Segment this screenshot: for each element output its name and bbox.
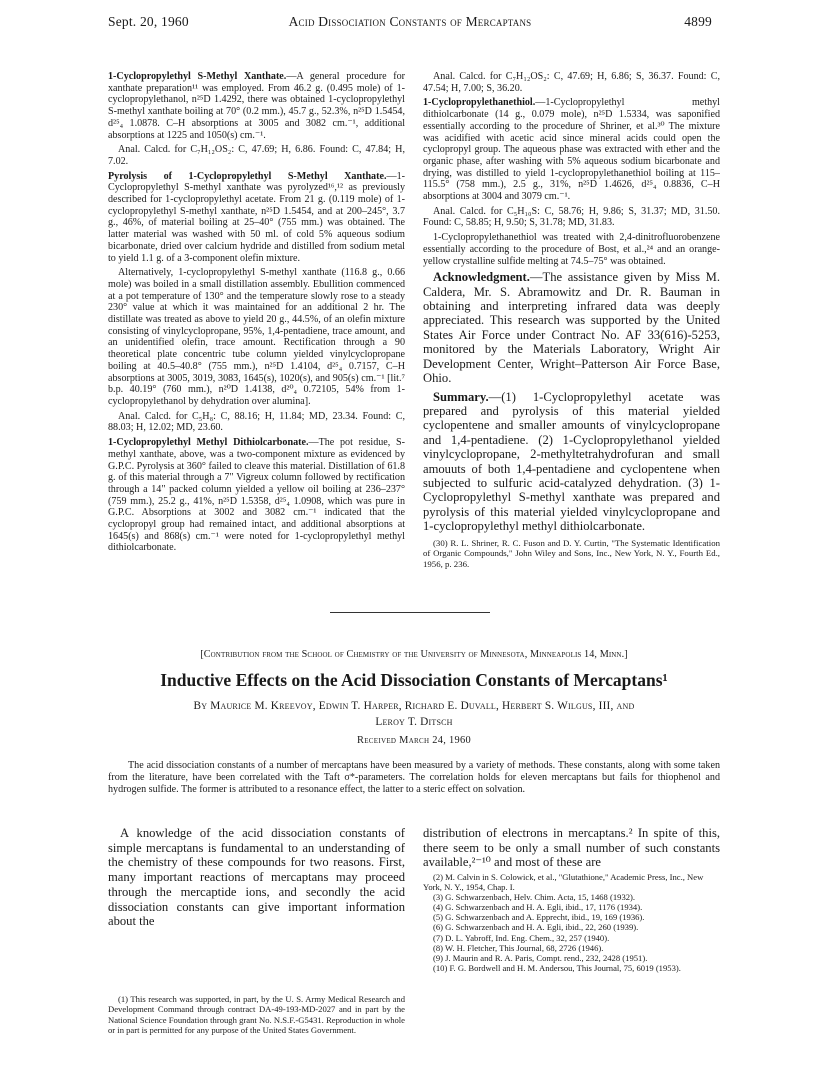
summary-text: —(1) 1-Cyclopropylethyl acetate was prepared and pyrolysis of this material yielded cyclopentene and smaller amounts of vinylcyclopropane and 1,4-pentadiene. (2) 1-Cyclopropylethanol yielded vinylcyclopropane, 2-methyltetrahydrofuran and small amouuts of both 1,4-pentadiene and cyclopentene when subjected to sulfuric acid-catalyzed dehydration. (3) 1-Cyclopropylethyl S-methyl xanthate was prepared and pyrolysis of this material yielded vinylcyclopropane and 1-cyclopropylethyl methyl dithiolcarbonate. (423, 389, 720, 534)
summary-heading: Summary. (433, 389, 489, 404)
reference-item: (6) G. Schwarzenbach and H. A. Egli, ibid., 22, 260 (1939). (433, 922, 639, 933)
experimental-right-column (423, 71, 720, 569)
received-date: Received March 24, 1960 (356, 735, 472, 746)
paragraph-text: —1-Cyclopropylethyl methyl dithiolcarbonate (14 g., 0.079 mole), n²⁵D 1.5334, was saponified essentially according to the procedure of Shriner, et al.³⁰ The mixture was acidified with acetic acid since mineral acids could open the cyclopropyl group. The aqueous phase was extracted with ether and the organic phase, after washing with 5% aqueous sodium bicarbonate and drying, was distilled to yield 1-cyclopropylethanethiol boiling at 115–115.5° (758 mm.), 2.5 g., 31%, n²⁵D 1.4626, d²⁵₄ 0.8836, C–H absorptions at 3004 and 3079 cm.⁻¹. (423, 97, 720, 203)
header-running-title: Acid Dissociation Constants of Mercaptans (288, 14, 532, 29)
paragraph-text: Anal. Calcd. for C₅H₁₀S: C, 58.76; H, 9.86; S, 31.37; MD, 31.50. Found: C, 58.85; H, 9.50; S, 31.78; MD, 31.83. (423, 205, 720, 229)
analysis-paragraph (423, 206, 720, 229)
experimental-left-column (108, 71, 405, 569)
paragraph (423, 97, 720, 202)
footnote-1: (1) This research was supported, in part, by the U. S. Army Medical Research and Development Command through contract DA-49-193-MD-2027 and in part by the National Science Foundation through grant No. N.S.F.-G5431. Reproduction in whole or in part is permitted for any purpose of the United States Government. (108, 994, 405, 1035)
paragraph-heading: 1-Cyclopropylethyl S-Methyl Xanthate. (108, 71, 287, 82)
acknowledgment-heading: Acknowledgment. (433, 270, 530, 285)
paragraph-heading: 1-Cyclopropylethyl Methyl Dithiolcarbonate. (108, 437, 309, 449)
paragraph (108, 267, 405, 407)
reference-item: (5) G. Schwarzenbach and A. Epprecht, ibid., 19, 169 (1936). (433, 912, 645, 923)
contribution-line: [Contribution from the School of Chemistry of the University of Minnesota, Minneapolis 14, Minn.] (200, 649, 628, 660)
paragraph (108, 171, 405, 265)
section-divider (330, 612, 490, 613)
author-line: By Maurice M. Kreevoy, Edwin T. Harper, Richard E. Duvall, Herbert S. Wilgus, III, and (193, 700, 635, 712)
paragraph-text: Anal. Calcd. for C₇H₁₂OS₂: C, 47.69; H, 6.86; S, 36.37. Found: C, 47.54; H, 7.00; S, 36.20. (423, 71, 720, 94)
reference-item: (9) J. Maurin and R. A. Paris, Compt. rend., 232, 2428 (1951). (433, 952, 648, 963)
acknowledgment-paragraph (423, 270, 720, 385)
reference-item: (10) F. G. Bordwell and H. M. Andersou, This Journal, 75, 6019 (1953). (433, 962, 681, 973)
paragraph-text: Anal. Calcd. for C₇H₁₂OS₂: C, 47.69; H, 6.86. Found: C, 47.84; H, 7.02. (108, 144, 405, 167)
paragraph-heading: 1-Cyclopropylethanethiol. (423, 97, 536, 109)
paragraph-text: Alternatively, 1-cyclopropylethyl S-methyl xanthate (116.8 g., 0.66 mole) was boiled in a small distillation assembly. Ebullition commenced at a pot temperature of 130° and the temperature slowly rose to a steady 230° value at which it was maintained for an additional 2 hr. The distillate was treated as above to yield 20 g., 44.5%, of an olefin mixture consisting of vinylcyclopropane, 95%, 1,4-pentadiene, trace amount, and an unidentified olefin, trace amount. Rectification through a 90 theoretical plate concentric tube column yielded vinylcyclopropane boiling at 40.5–40.8° (755 mm.), n²⁵D 1.4104, d²⁵₄ 0.7157, C–H absorptions at 3005, 3019, 3083, 1645(s), 1020(s), and 905(s) cm.⁻¹ [lit.⁷ b.p. 40.19° (760 mm.), n²⁰D 1.4138, d²⁰₄ 0.72105, 54% from 1-cyclopropylethanol by dehydration over alumina]. (108, 267, 405, 407)
reference-item: (4) G. Schwarzenbach and H. A. Egli, ibid., 17, 1176 (1934). (433, 902, 643, 913)
author-line: Leroy T. Ditsch (375, 716, 453, 728)
footnote-30: (30) R. L. Shriner, R. C. Fuson and D. Y. Curtin, "The Systematic Identification of Organic Compounds," John Wiley and Sons, Inc., New York, N. Y., Fourth Ed., 1956, p. 236. (423, 537, 720, 569)
abstract: The acid dissociation constants of a number of mercaptans have been measured by a variety of methods. These constants, along with some taken from the literature, have been correlated with the Taft σ*-parameters. The correlation holds for eleven mercaptans but fails for thiophenol and hydrogen sulfide. The former is attributed to a resonance effect, the latter to a steric effect on solvation. (108, 760, 720, 796)
paragraph-text: Anal. Calcd. for C₅H₈: C, 88.16; H, 11.84; MD, 23.34. Found: C, 88.03; H, 12.02; MD, 23.60. (108, 410, 405, 434)
header-page-number: 4899 (684, 14, 712, 29)
author-list (108, 698, 720, 730)
reference-item: (2) M. Calvin in S. Colowick, et al., "Glutathione," Academic Press, Inc., New York, N. Y., 1954, Chap. I. (423, 872, 704, 893)
acknowledgment-text: —The assistance given by Miss M. Caldera, Mr. S. Abramowitz and Dr. R. Bauman in obtaining and interpreting infrared data was deeply appreciated. This research was supported by the United States Air Force under Contract No. AF 33(616)-5253, monitored by the Materials Laboratory, Wright Air Development Center, Wright–Patterson Air Force Base, Ohio. (423, 270, 720, 386)
paragraph-text: —1-Cyclopropylethyl S-methyl xanthate was pyrolyzed¹⁶,¹² as previously described for 1-cyclopropylethyl acetate. From 21 g. (0.119 mole) of 1-cyclopropylethyl S-methyl xanthate, n²⁵D 1.5454, and at 200–245°, 3.7 g., 46%, of material boiling at 25–40° (755 mm.) was obtained. The latter material was washed with 50 ml. of cold 5% aqueous sodium bicarbonate, dried over calcium hydride and distilled from sodium metal to yield 1.1 g. of a 3-component olefin mixture. (108, 170, 405, 264)
analysis-paragraph (108, 411, 405, 434)
paragraph-text: 1-Cyclopropylethanethiol was treated with 2,4-dinitrofluorobenzene essentially according to the procedure of Bost, et al.,²⁴ and an orange-yellow crystalline sulfide melting at 74.5–75° was obtained. (423, 232, 720, 267)
header-date: Sept. 20, 1960 (108, 14, 189, 29)
analysis-paragraph (423, 71, 720, 94)
paragraph (108, 71, 405, 141)
reference-item: (8) W. H. Fletcher, This Journal, 68, 2726 (1946). (433, 942, 604, 953)
reference-item: (3) G. Schwarzenbach, Helv. Chim. Acta, 15, 1468 (1932). (433, 892, 636, 903)
paragraph-text: —The pot residue, S-methyl xanthate, above, was a two-component mixture as evidenced by G.P.C. Pyrolysis at 360° failed to cleave this material. Distillation of 61.8 g. of this material through a 7" Vigreux column followed by rectification through a 14" packed column yielded a yellow oil boiling at 236–237° (759 mm.), 25.2 g., 41%, n²⁵D 1.5358, d²⁵₄ 1.0908, which was pure in G.P.C. Absorptions at 3002 and 3082 cm.⁻¹ indicated that the cyclopropyl group had remained intact, and additional absorptions at 1645(s) and 868(s) cm.⁻¹ were noted for 1-cyclopropylethyl methyl dithiolcarbonate. (108, 437, 405, 554)
reference-list (423, 872, 720, 973)
paragraph-text: —A general procedure for xanthate preparation¹¹ was employed. From 46.2 g. (0.495 mole) of 1-cyclopropylethanol, n²⁵D 1.4292, there was obtained 1-cyclopropylethyl S-methyl xanthate boiling at 70° (0.2 mm.), 45.7 g., 52.3%, n²⁵D 1.5454, d²⁵₄ 1.0878. C–H absorptions at 3005 and 3082 cm.⁻¹, additional absorptions at 1225 and 1050(s) cm.⁻¹. (108, 71, 405, 141)
article-title: Inductive Effects on the Acid Dissociation Constants of Mercaptans¹ (160, 670, 668, 690)
summary-paragraph (423, 390, 720, 534)
reference-item: (7) D. L. Yabroff, Ind. Eng. Chem., 32, 257 (1940). (433, 932, 610, 943)
paragraph (108, 437, 405, 554)
introduction-continued: distribution of electrons in mercaptans.² In spite of this, there seem to be only a small number of such constants available,²⁻¹⁰ and most of these are (423, 826, 720, 870)
paragraph (423, 232, 720, 267)
introduction-text: A knowledge of the acid dissociation constants of simple mercaptans is fundamental to an understanding of the chemistry of these compounds for two reasons. First, many important reactions of mercaptans may proceed through the mercaptide ions, and secondly the acid dissociation constants can give important information about the (108, 826, 405, 929)
analysis-paragraph (108, 144, 405, 167)
paragraph-heading: Pyrolysis of 1-Cyclopropylethyl S-Methyl Xanthate. (108, 170, 387, 182)
